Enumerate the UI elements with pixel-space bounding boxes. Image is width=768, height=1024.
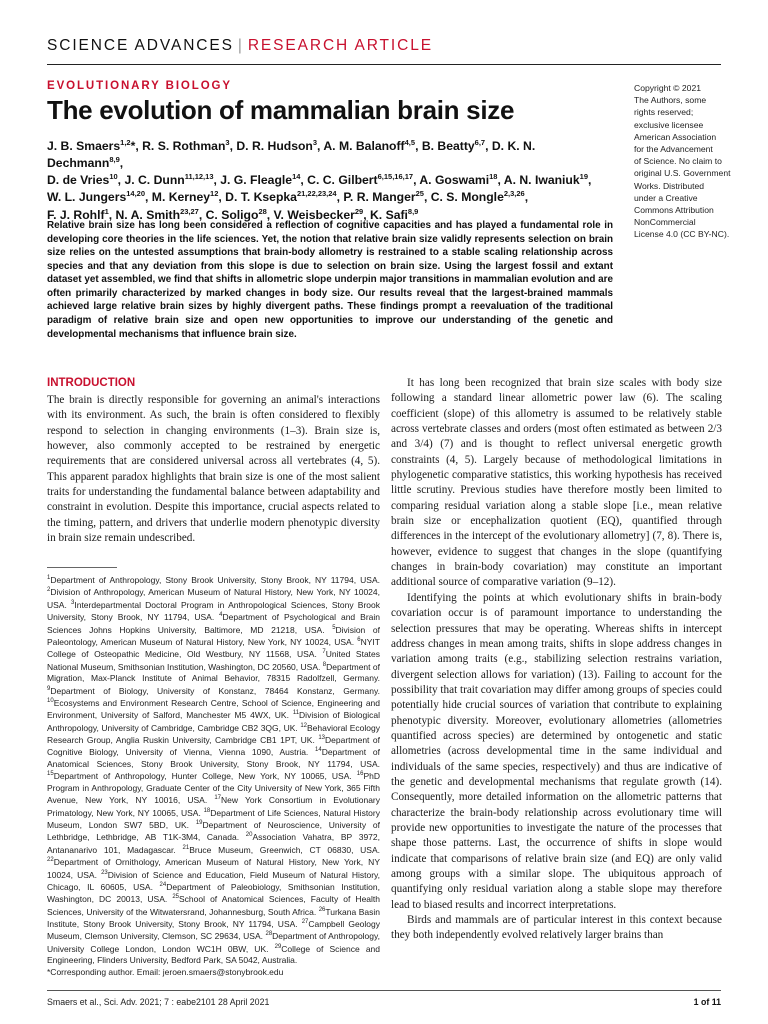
copyright-line: Works. Distributed (634, 180, 705, 191)
affiliation-marker: 4,5 (404, 138, 416, 147)
affiliation-marker: 21,22,23,24 (296, 189, 337, 199)
author-name: , C. S. Mongle (423, 190, 504, 205)
author-line (47, 189, 607, 206)
affiliation-number: 14 (315, 747, 322, 754)
affiliation-marker: 28 (258, 206, 267, 216)
affiliation-text: Campbell Geology Museum, Clemson University, Clemson, SC 29634, USA. (47, 918, 380, 942)
affiliation-number: 2 (47, 587, 51, 594)
affiliation-number: 4 (219, 612, 223, 619)
affiliation-text: New York Consortium in Evolutionary Primatology, New York, NY 10065, USA. (47, 795, 381, 818)
affiliation-text: Department of Psychological and Brain Sciences Johns Hopkins University, Baltimore, MD 21218, USA. (47, 611, 380, 635)
affiliation-number: 5 (332, 624, 336, 631)
affiliation-marker: 3 (225, 138, 230, 147)
affiliation-number: 3 (71, 599, 75, 606)
affiliation-number: 19 (195, 820, 203, 827)
affiliation-text: Division of Science and Education, Field Museum of Natural History, Chicago, IL 60605, USA. (47, 869, 381, 892)
affiliation-text: Division of Anthropology, American Museum of Natural History, New York, NY 10024, USA. (47, 587, 380, 610)
affiliation-text: Interdepartmental Doctoral Program in Anthropological Sciences, Stony Brook University, Stony Brook, NY 11794, USA. (47, 599, 380, 622)
intro-paragraph: The brain is directly responsible for governing an animal's interactions with its environment. As such, the brain is often considered to flexibly respond to selection in changing environments (1–3). Brain size is, however, also commonly accepted to be restrained by energetic requirements that are considered universal across all vertebrates (4, 5). This apparent paradox highlights that brain size is one of the most salient traits for understanding the fundamental balance between adaptability and constraint in evolution. Despite this importance, crucial aspects related to the timing, pattern, and drivers that underlie modern phenotypic diversity in brain size remain undescribed. (47, 393, 380, 545)
author-name: , D. T. Ksepka (218, 190, 297, 205)
affiliation-marker: 14,20 (126, 189, 146, 199)
copyright-line: American Association (634, 131, 717, 142)
body-paragraph: It has long been recognized that brain size scales with body size following a standard linear allometric power law (6). The scaling coefficient (slope) of this allometry is assumed to be relatively stable across vertebrate classes and orders (most often estimated as between 2/3 and 3/4) (7) and is thought to reflect universal energetic growth constraints (4, 5). Largely because of methodological limitations in phylogenetic comparative statistics, this working hypothesis has received little scrutiny. Previous studies have therefore mostly been limited to comparing residual variation along a stable slope [i.e., mean relative brain size or encephalization quotient (EQ), quantified through differences in the intercept of the evolutionary allometry] (7, 8). There is, however, evidence to suggest that changes in the slope (quantifying changes in brain-body covariation) may constitute an important additional source of comparative variation (9–12). (391, 377, 722, 589)
affiliation-marker: 2,3,26 (503, 189, 525, 199)
affiliation-number: 21 (182, 844, 190, 851)
affiliation-text: Department of Migration, Max-Planck Institute of Animal Behavior, 78315 Radolfzell, Germany. (47, 661, 380, 683)
affiliation-text: Association Vahatra, BP 3972, Antananarivo 101, Madagascar. (47, 832, 380, 855)
affiliation-text: Department of Anatomical Sciences, Stony Brook University, Stony Brook, NY 11794, USA. (47, 747, 380, 769)
affiliation-marker: 8,9 (407, 206, 419, 216)
author-name: , C. Soligo (198, 207, 259, 222)
copyright-line: Copyright © 2021 (634, 83, 702, 93)
author-name: , C. C. Gilbert (300, 173, 378, 188)
affiliation-text: Department of Cognitive Biology, University of Vienna, Vienna 1090, Austria. (47, 734, 380, 758)
author-name: , M. Kerney (145, 190, 211, 205)
author-name: , A. M. Balanoff (317, 139, 405, 154)
corresponding-author: *Corresponding author. Email: jeroen.smaers@stonybrook.edu (47, 966, 284, 977)
affiliation-number: 20 (245, 832, 253, 839)
affiliation-text: Department of Neuroscience, University of Lethbridge, Lethbridge, AB T1K-3M4, Canada. (47, 819, 380, 843)
affiliation-marker: 18 (489, 172, 498, 182)
affiliation-text: School of Anatomical Sciences, Faculty of Health Sciences, University of the Witwatersrand, Johannesburg, South Africa. (47, 894, 380, 917)
affiliation-text: Ecosystems and Environment Research Centre, School of Science, Engineering and Environment, University of Salford, Manchester M5 4WX, UK. (47, 697, 380, 721)
copyright-notice (634, 82, 734, 241)
affiliation-number: 10 (47, 697, 54, 704)
affiliation-number: 24 (159, 881, 167, 888)
affiliation-marker: 25 (415, 189, 424, 199)
affiliation-marker: 8,9 (109, 155, 120, 165)
affiliation-text: Bruce Museum, Greenwich, CT 06830, USA. (189, 844, 380, 855)
article-type: RESEARCH ARTICLE (247, 37, 433, 54)
affiliation-marker: 6,7 (474, 138, 486, 147)
body-paragraph: Identifying the points at which evolutionary shifts in brain-body covariation occur is of paramount importance to understanding the selection pressures that may be operating. Whereas shifts in intercept address changes in mean among traits, shifts in slope address changes in variation among traits (e.g., stabilizing selection restrains variation, divergent selection allows for variation) (13). Failing to account for the possibility that trait covariation may differ among groups of species could potentially hide crucial sources of variation that contribute to explaining phenotypic diversity. Moreover, evolutionary allometries (allometries quantified across species) are determined by ontogenetic and static allometries (across developmental time in the same individual and individuals of the same species, respectively) and thus are indicative of the genetic and developmental mechanisms that regulate growth (14). Consequently, more detailed information on the allometric patterns that characterize the brain-body relationship across evolutionary time will provide new opportunities to investigate the nature of the processes that shape those patterns. Last, the occurrence of shifts in slope would indicate that comparisons of relative brain size (and EQ) are only valid among groups with a similar slope. The ubiquitous approach of quantifying only residual variation along a stable slope may therefore lead to biased results and incorrect interpretations. (391, 591, 722, 911)
affiliation-number: 18 (203, 807, 211, 814)
section-label: EVOLUTIONARY BIOLOGY (47, 80, 232, 92)
affiliation-marker: 10 (109, 172, 118, 182)
affiliation-text: Division of Biological Anthropology, University of Cambridge, Cambridge CB2 3QG, UK. (47, 710, 380, 733)
affiliation-number: 13 (318, 735, 325, 742)
author-name: , A. Goswami (413, 173, 490, 188)
journal-name: SCIENCE ADVANCES (47, 37, 234, 54)
affiliation-number: 29 (274, 943, 282, 950)
affiliation-marker: 23,27 (180, 206, 199, 216)
affiliation-text: College of Science and Engineering, Flinders University, Bedford Park, SA 5042, Australia. (47, 943, 381, 966)
affiliation-number: 7 (322, 649, 326, 656)
masthead-separator: | (237, 37, 244, 54)
author-name: , K. Safi (363, 207, 408, 222)
copyright-line: for the Advancement (634, 144, 713, 155)
copyright-line: License 4.0 (CC BY-NC). (634, 229, 730, 240)
copyright-line: original U.S. Government (634, 168, 731, 179)
author-line (47, 172, 607, 189)
copyright-line: of Science. No claim to (634, 156, 722, 167)
copyright-line: rights reserved; (634, 107, 694, 118)
affiliation-number: 9 (47, 685, 51, 692)
author-name: , B. Beatty (415, 139, 475, 154)
affiliation-marker: 29 (354, 206, 364, 216)
copyright-line: exclusive licensee (634, 119, 704, 130)
copyright-line: The Authors, some (634, 95, 707, 106)
affiliation-number: 28 (265, 931, 273, 938)
copyright-line: Commons Attribution (634, 205, 714, 216)
author-name: D. de Vries (47, 173, 110, 188)
affiliation-text: Department of Anthropology, University College London, London WC1H 0BW, UK. (47, 931, 380, 954)
affiliation-marker: 3 (312, 138, 318, 147)
author-name: J. B. Smaers (47, 139, 121, 154)
author-line (47, 138, 607, 172)
author-name: , V. Weisbecker (266, 207, 355, 222)
body-paragraph: Birds and mammals are of particular interest in this context because they both independently evolved relatively larger brains than (391, 914, 722, 942)
author-name: , D. K. N. Dechmann (47, 139, 536, 171)
affiliation-number: 16 (356, 771, 364, 778)
affiliation-list (47, 574, 380, 967)
affiliation-text: Turkana Basin Institute, Stony Brook University, Stony Brook, NY 11794, USA. (47, 906, 380, 929)
affiliation-marker: 6,15,16,17 (377, 172, 414, 182)
affiliation-text: Behavioral Ecology Research Group, Anglia Ruskin University, Cambridge CB1 1PT, UK. (47, 722, 380, 745)
affiliation-number: 11 (292, 710, 300, 717)
footnote-rule (47, 567, 117, 568)
affiliation-marker: 1,2 (120, 138, 131, 147)
affiliation-number: 15 (47, 771, 54, 778)
masthead-rule (47, 64, 721, 65)
affiliation-number: 12 (300, 722, 308, 729)
affiliations-footnotes (47, 574, 380, 978)
affiliation-number: 8 (322, 661, 327, 668)
affiliation-number: 1 (47, 575, 51, 581)
affiliation-number: 25 (172, 894, 180, 901)
affiliation-marker: 11,12,13 (184, 172, 214, 182)
author-name: , (119, 156, 124, 171)
author-name: , A. N. Iwaniuk (497, 173, 580, 188)
affiliation-text: Department of Ornithology, American Museum of Natural History, New York, NY 10024, USA. (47, 856, 380, 880)
author-name: , J. G. Fleagle (213, 173, 293, 188)
affiliation-text: Department of Anthropology, Hunter College, New York, NY 10065, USA. (53, 771, 357, 782)
author-list (47, 138, 607, 224)
right-column (391, 376, 722, 944)
affiliation-marker: 12 (210, 189, 219, 199)
affiliation-text: Department of Biology, University of Konstanz, 78464 Konstanz, Germany. (50, 685, 380, 696)
copyright-line: NonCommercial (634, 217, 696, 228)
journal-masthead (47, 37, 433, 55)
affiliation-text: Department of Paleobiology, Smithsonian Institution, Washington, DC 20013, USA. (47, 881, 381, 905)
abstract: Relative brain size has long been considered a reflection of cognitive capacities and has played a fundamental role in developing core theories in the life sciences. Yet, the notion that relative brain size validly represents selection on brain size relies on the untested assumptions that brain-body allometry is restrained to a stable scaling relationship across species and that any deviation from this slope is due to selection on brain size. Using the largest fossil and extant dataset yet assembled, we find that shifts in allometric slope underpin major transitions in mammalian evolution and are often primarily characterized by marked changes in body size. Our results reveal that the largest-brained mammals achieved large relative brain sizes by highly divergent paths. These findings prompt a reevaluation of the traditional paradigm of relative brain size and open new opportunities to improve our understanding of the genetic and developmental mechanisms that influence brain size. (47, 220, 613, 340)
footer-citation: Smaers et al., Sci. Adv. 2021; 7 : eabe2101 28 April 2021 (47, 997, 270, 1007)
section-heading-introduction: INTRODUCTION (47, 377, 136, 389)
article-title: The evolution of mammalian brain size (47, 95, 515, 125)
author-name: , J. C. Dunn (117, 173, 185, 188)
affiliation-text: Department of Anthropology, Stony Brook University, Stony Brook, NY 11794, USA. (50, 574, 380, 585)
affiliation-number: 23 (101, 869, 108, 876)
affiliation-marker: 1 (104, 206, 109, 216)
affiliation-number: 27 (301, 919, 309, 926)
affiliation-marker: 19 (579, 172, 588, 182)
affiliation-text: PhD Program in Anthropology, Graduate Center of the City University of New York, 365 Fifth Avenue, New York, NY 10016, USA. (47, 771, 380, 806)
affiliation-text: United States National Museum, Smithsonian Institution, Washington, DC 20560, USA. (47, 649, 381, 672)
affiliation-text: NYIT College of Osteopathic Medicine, Old Westbury, NY 11568, USA. (47, 636, 380, 660)
page-number: 1 of 11 (693, 997, 721, 1007)
author-name: , (524, 190, 529, 205)
author-name: , N. A. Smith (108, 207, 181, 222)
author-name: *, R. S. Rothman (130, 139, 226, 154)
left-column (47, 376, 380, 546)
affiliation-text: Department of Life Sciences, Natural History Museum, London SW7 5BD, UK. (47, 807, 380, 830)
author-name: , P. R. Manger (336, 190, 416, 205)
affiliation-number: 6 (357, 636, 361, 643)
affiliation-number: 26 (318, 906, 326, 913)
author-name: F. J. Rohlf (47, 207, 105, 222)
author-name: , D. R. Hudson (229, 139, 313, 154)
copyright-line: under a Creative (634, 192, 698, 203)
affiliation-number: 22 (47, 857, 54, 864)
affiliation-number: 17 (214, 795, 222, 802)
affiliation-text: Division of Paleontology, American Museum of Natural History, New York, NY 10024, USA. (47, 624, 380, 647)
author-name: W. L. Jungers (47, 190, 127, 205)
footer-rule (47, 990, 721, 991)
affiliation-marker: 14 (292, 172, 301, 182)
author-name: , (588, 173, 592, 188)
